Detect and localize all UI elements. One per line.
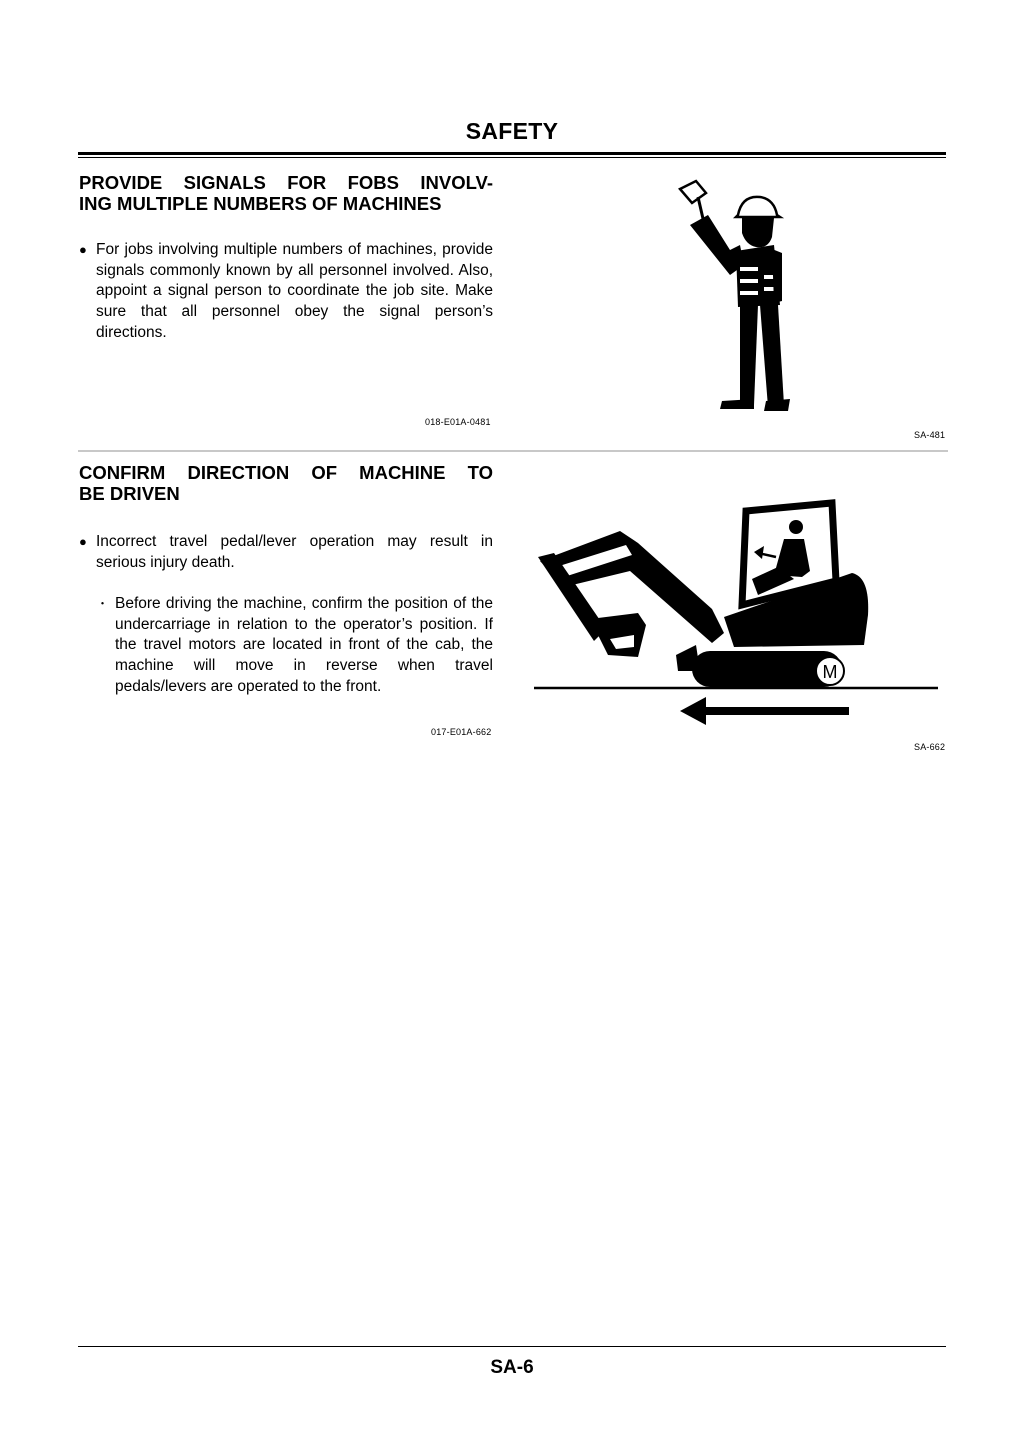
bullet-dot-icon: ● (79, 242, 87, 257)
page-title: SAFETY (465, 118, 559, 144)
bullet-dot-icon: ● (79, 534, 87, 549)
section1-figure-code: SA-481 (914, 430, 946, 440)
section2-heading-line2: BE DRIVEN (79, 483, 180, 504)
excavator-icon (534, 495, 940, 735)
section1-heading-line1: PROVIDE SIGNALS FOR FOBS INVOLV- (79, 172, 493, 193)
section1-text-code: 018-E01A-0481 (425, 417, 491, 427)
sub-bullet-dot-icon: ・ (96, 596, 110, 611)
section2-heading-line1: CONFIRM DIRECTION OF MACHINE TO (79, 462, 493, 483)
section2-subbullet-text: Before driving the machine, confirm the position of the undercarriage in relation to the operator’s position. If the travel motors are located in front of the cab, the machine will move in reverse when travel pedals/levers are operated to the front. (115, 595, 493, 695)
section1-heading-line2: ING MULTIPLE NUMBERS OF MACHINES (79, 193, 442, 214)
section-separator (78, 450, 948, 452)
section1-bullet-text: For jobs involving multiple numbers of machines, provide signals commonly known by all personnel involved. Also, appoint a signal person to coordinate the job site. Make sure that all personnel obey the signal person’s directions. (96, 241, 493, 341)
section1-heading (79, 172, 493, 214)
header-rule-thin (78, 157, 946, 158)
section2-subbullet-item (96, 594, 493, 698)
section2-figure-code: SA-662 (914, 742, 946, 752)
motor-label: M (822, 662, 838, 682)
section2-heading (79, 462, 493, 504)
header-rule-thick (78, 152, 946, 155)
signal-person-icon (670, 175, 800, 415)
section1-bullet-item (79, 240, 493, 344)
section2-bullet-text: Incorrect travel pedal/lever operation may result in serious injury death. (96, 533, 493, 571)
page-number: SA-6 (490, 1357, 534, 1378)
footer-rule (78, 1346, 946, 1347)
section2-text-code: 017-E01A-662 (431, 727, 492, 737)
section2-bullet-item (79, 532, 493, 573)
